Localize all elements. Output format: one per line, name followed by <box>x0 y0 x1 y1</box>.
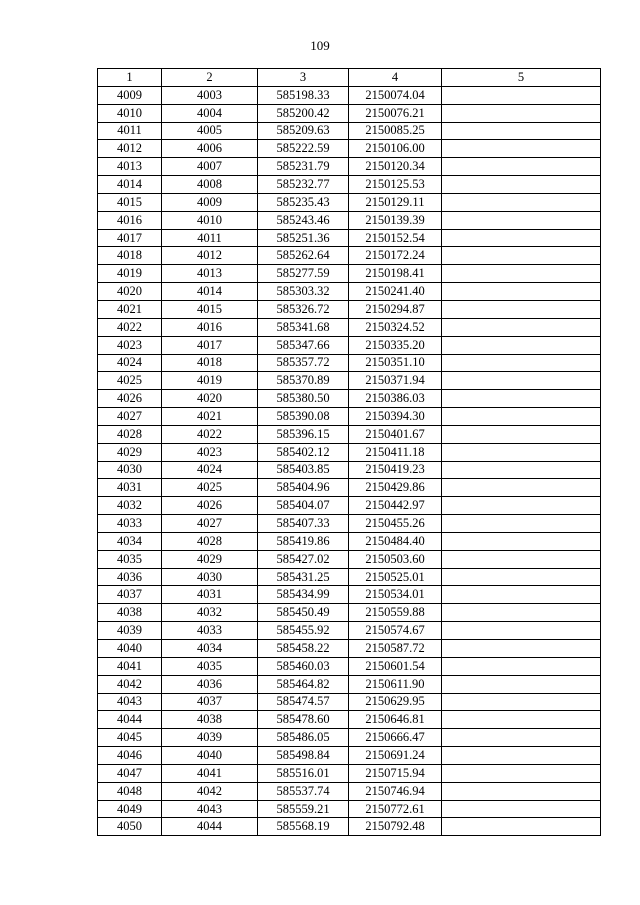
table-cell-col-4: 2150666.47 <box>349 729 442 747</box>
table-cell-col-5 <box>442 443 601 461</box>
table-cell-col-4: 2150241.40 <box>349 283 442 301</box>
table-cell-col-3: 585568.19 <box>258 818 349 836</box>
table-cell-col-5 <box>442 408 601 426</box>
table-cell-col-5 <box>442 747 601 765</box>
table-row <box>98 122 601 140</box>
table-row <box>98 640 601 658</box>
table-cell-col-4: 2150386.03 <box>349 390 442 408</box>
table-cell-col-3: 585232.77 <box>258 176 349 194</box>
table-cell-col-5 <box>442 675 601 693</box>
table-cell-col-3: 585198.33 <box>258 86 349 104</box>
table-cell-col-4: 2150419.23 <box>349 461 442 479</box>
table-cell-col-5 <box>442 122 601 140</box>
table-cell-col-1: 4011 <box>98 122 162 140</box>
table-cell-col-5 <box>442 568 601 586</box>
table-cell-col-1: 4017 <box>98 229 162 247</box>
table-cell-col-2: 4030 <box>162 568 258 586</box>
table-row <box>98 782 601 800</box>
table-row <box>98 622 601 640</box>
table-cell-col-4: 2150351.10 <box>349 354 442 372</box>
table-row <box>98 497 601 515</box>
table-cell-col-1: 4015 <box>98 193 162 211</box>
table-cell-col-2: 4042 <box>162 782 258 800</box>
table-cell-col-3: 585427.02 <box>258 550 349 568</box>
table-cell-col-3: 585486.05 <box>258 729 349 747</box>
table-row <box>98 140 601 158</box>
table-cell-col-3: 585458.22 <box>258 640 349 658</box>
table-cell-col-5 <box>442 479 601 497</box>
table-cell-col-2: 4011 <box>162 229 258 247</box>
table-cell-col-1: 4009 <box>98 86 162 104</box>
table-cell-col-1: 4043 <box>98 693 162 711</box>
table-row <box>98 300 601 318</box>
table-cell-col-2: 4009 <box>162 193 258 211</box>
table-cell-col-5 <box>442 86 601 104</box>
table-cell-col-3: 585404.96 <box>258 479 349 497</box>
table-cell-col-3: 585407.33 <box>258 515 349 533</box>
table-cell-col-1: 4026 <box>98 390 162 408</box>
table-cell-col-3: 585222.59 <box>258 140 349 158</box>
table-cell-col-4: 2150525.01 <box>349 568 442 586</box>
table-cell-col-3: 585231.79 <box>258 158 349 176</box>
table-cell-col-3: 585455.92 <box>258 622 349 640</box>
table-cell-col-2: 4017 <box>162 336 258 354</box>
table-cell-col-3: 585478.60 <box>258 711 349 729</box>
table-cell-col-4: 2150691.24 <box>349 747 442 765</box>
table-cell-col-5 <box>442 497 601 515</box>
table-cell-col-5 <box>442 657 601 675</box>
table-cell-col-5 <box>442 604 601 622</box>
table-cell-col-4: 2150442.97 <box>349 497 442 515</box>
table-cell-col-3: 585450.49 <box>258 604 349 622</box>
table-cell-col-4: 2150601.54 <box>349 657 442 675</box>
table-row <box>98 711 601 729</box>
table-cell-col-4: 2150611.90 <box>349 675 442 693</box>
table-cell-col-4: 2150411.18 <box>349 443 442 461</box>
table-row <box>98 390 601 408</box>
table-cell-col-3: 585262.64 <box>258 247 349 265</box>
table-cell-col-2: 4027 <box>162 515 258 533</box>
table-row <box>98 229 601 247</box>
table-cell-col-1: 4036 <box>98 568 162 586</box>
table-cell-col-2: 4034 <box>162 640 258 658</box>
table-cell-col-1: 4046 <box>98 747 162 765</box>
table-cell-col-2: 4038 <box>162 711 258 729</box>
table-cell-col-4: 2150534.01 <box>349 586 442 604</box>
table-cell-col-3: 585460.03 <box>258 657 349 675</box>
table-cell-col-1: 4021 <box>98 300 162 318</box>
table-cell-col-3: 585380.50 <box>258 390 349 408</box>
table-row <box>98 425 601 443</box>
table-cell-col-2: 4023 <box>162 443 258 461</box>
table-cell-col-2: 4020 <box>162 390 258 408</box>
table-cell-col-2: 4037 <box>162 693 258 711</box>
table-row <box>98 176 601 194</box>
table-row <box>98 461 601 479</box>
table-cell-col-4: 2150792.48 <box>349 818 442 836</box>
header-row <box>98 69 601 87</box>
table-cell-col-5 <box>442 354 601 372</box>
table-cell-col-1: 4040 <box>98 640 162 658</box>
table-cell-col-5 <box>442 532 601 550</box>
table-cell-col-3: 585277.59 <box>258 265 349 283</box>
table-cell-col-2: 4022 <box>162 425 258 443</box>
table-cell-col-4: 2150574.67 <box>349 622 442 640</box>
table-cell-col-1: 4030 <box>98 461 162 479</box>
table-cell-col-2: 4043 <box>162 800 258 818</box>
table-cell-col-2: 4013 <box>162 265 258 283</box>
table-cell-col-4: 2150198.41 <box>349 265 442 283</box>
table-cell-col-1: 4032 <box>98 497 162 515</box>
table-cell-col-5 <box>442 693 601 711</box>
table-cell-col-1: 4023 <box>98 336 162 354</box>
table-row <box>98 550 601 568</box>
table-cell-col-5 <box>442 104 601 122</box>
table-body <box>98 86 601 835</box>
table-cell-col-3: 585419.86 <box>258 532 349 550</box>
table-cell-col-4: 2150646.81 <box>349 711 442 729</box>
table-cell-col-2: 4029 <box>162 550 258 568</box>
table-cell-col-4: 2150394.30 <box>349 408 442 426</box>
table-row <box>98 532 601 550</box>
table-cell-col-3: 585404.07 <box>258 497 349 515</box>
table-cell-col-3: 585209.63 <box>258 122 349 140</box>
table-cell-col-3: 585537.74 <box>258 782 349 800</box>
table-row <box>98 675 601 693</box>
table-cell-col-3: 585243.46 <box>258 211 349 229</box>
table-cell-col-5 <box>442 461 601 479</box>
table-cell-col-5 <box>442 390 601 408</box>
coordinates-table <box>97 68 601 836</box>
table-row <box>98 408 601 426</box>
table-cell-col-5 <box>442 193 601 211</box>
table-cell-col-1: 4014 <box>98 176 162 194</box>
table-cell-col-5 <box>442 140 601 158</box>
table-row <box>98 693 601 711</box>
table-cell-col-1: 4041 <box>98 657 162 675</box>
table-cell-col-4: 2150085.25 <box>349 122 442 140</box>
table-cell-col-4: 2150120.34 <box>349 158 442 176</box>
table-cell-col-2: 4044 <box>162 818 258 836</box>
table-row <box>98 265 601 283</box>
table-row <box>98 604 601 622</box>
table-cell-col-1: 4018 <box>98 247 162 265</box>
table-cell-col-3: 585370.89 <box>258 372 349 390</box>
table-cell-col-5 <box>442 265 601 283</box>
table-row <box>98 211 601 229</box>
table-row <box>98 747 601 765</box>
table-cell-col-1: 4028 <box>98 425 162 443</box>
table-cell-col-3: 585390.08 <box>258 408 349 426</box>
column-header-2: 2 <box>162 69 258 87</box>
table-row <box>98 318 601 336</box>
table-cell-col-5 <box>442 247 601 265</box>
table-cell-col-4: 2150129.11 <box>349 193 442 211</box>
table-cell-col-4: 2150125.53 <box>349 176 442 194</box>
table-cell-col-1: 4048 <box>98 782 162 800</box>
table-cell-col-5 <box>442 515 601 533</box>
table-cell-col-1: 4049 <box>98 800 162 818</box>
table-cell-col-3: 585498.84 <box>258 747 349 765</box>
table-cell-col-2: 4019 <box>162 372 258 390</box>
table-cell-col-3: 585326.72 <box>258 300 349 318</box>
table-cell-col-3: 585347.66 <box>258 336 349 354</box>
table-cell-col-3: 585251.36 <box>258 229 349 247</box>
table-row <box>98 568 601 586</box>
table-cell-col-5 <box>442 711 601 729</box>
table-cell-col-3: 585559.21 <box>258 800 349 818</box>
table-cell-col-1: 4045 <box>98 729 162 747</box>
table-cell-col-4: 2150172.24 <box>349 247 442 265</box>
table-cell-col-3: 585516.01 <box>258 764 349 782</box>
table-cell-col-5 <box>442 229 601 247</box>
column-header-5: 5 <box>442 69 601 87</box>
table-row <box>98 158 601 176</box>
table-cell-col-2: 4036 <box>162 675 258 693</box>
table-cell-col-2: 4024 <box>162 461 258 479</box>
column-header-3: 3 <box>258 69 349 87</box>
table-cell-col-2: 4032 <box>162 604 258 622</box>
table-cell-col-4: 2150429.86 <box>349 479 442 497</box>
table-cell-col-5 <box>442 425 601 443</box>
table-cell-col-5 <box>442 764 601 782</box>
table-header <box>98 69 601 87</box>
table-cell-col-1: 4039 <box>98 622 162 640</box>
table-cell-col-4: 2150106.00 <box>349 140 442 158</box>
table-cell-col-4: 2150335.20 <box>349 336 442 354</box>
table-cell-col-1: 4031 <box>98 479 162 497</box>
table-cell-col-2: 4018 <box>162 354 258 372</box>
table-cell-col-2: 4028 <box>162 532 258 550</box>
table-cell-col-4: 2150455.26 <box>349 515 442 533</box>
table-row <box>98 283 601 301</box>
table-cell-col-1: 4012 <box>98 140 162 158</box>
table-cell-col-3: 585200.42 <box>258 104 349 122</box>
table-row <box>98 800 601 818</box>
table-row <box>98 247 601 265</box>
table-cell-col-1: 4013 <box>98 158 162 176</box>
table-row <box>98 354 601 372</box>
table-cell-col-2: 4015 <box>162 300 258 318</box>
table-cell-col-2: 4041 <box>162 764 258 782</box>
table-cell-col-3: 585235.43 <box>258 193 349 211</box>
table-row <box>98 336 601 354</box>
table-row <box>98 372 601 390</box>
table-cell-col-4: 2150401.67 <box>349 425 442 443</box>
table-cell-col-3: 585396.15 <box>258 425 349 443</box>
table-cell-col-2: 4035 <box>162 657 258 675</box>
table-row <box>98 764 601 782</box>
table-cell-col-3: 585434.99 <box>258 586 349 604</box>
table-cell-col-2: 4010 <box>162 211 258 229</box>
table-cell-col-3: 585357.72 <box>258 354 349 372</box>
column-header-4: 4 <box>349 69 442 87</box>
table-cell-col-1: 4042 <box>98 675 162 693</box>
table-cell-col-1: 4050 <box>98 818 162 836</box>
table-cell-col-5 <box>442 586 601 604</box>
table-cell-col-1: 4024 <box>98 354 162 372</box>
table-cell-col-3: 585341.68 <box>258 318 349 336</box>
table-cell-col-2: 4003 <box>162 86 258 104</box>
table-cell-col-5 <box>442 550 601 568</box>
table-cell-col-2: 4012 <box>162 247 258 265</box>
table-cell-col-4: 2150139.39 <box>349 211 442 229</box>
table-row <box>98 86 601 104</box>
table-row <box>98 515 601 533</box>
table-cell-col-3: 585403.85 <box>258 461 349 479</box>
table-cell-col-2: 4004 <box>162 104 258 122</box>
table-cell-col-5 <box>442 176 601 194</box>
table-cell-col-2: 4033 <box>162 622 258 640</box>
table-cell-col-3: 585402.12 <box>258 443 349 461</box>
table-cell-col-1: 4019 <box>98 265 162 283</box>
table-cell-col-4: 2150324.52 <box>349 318 442 336</box>
table-cell-col-5 <box>442 729 601 747</box>
table-cell-col-5 <box>442 800 601 818</box>
table-cell-col-2: 4005 <box>162 122 258 140</box>
table-cell-col-4: 2150746.94 <box>349 782 442 800</box>
table-cell-col-5 <box>442 622 601 640</box>
table-row <box>98 193 601 211</box>
column-header-1: 1 <box>98 69 162 87</box>
table-cell-col-1: 4037 <box>98 586 162 604</box>
table-cell-col-2: 4008 <box>162 176 258 194</box>
table-cell-col-4: 2150152.54 <box>349 229 442 247</box>
table-cell-col-3: 585431.25 <box>258 568 349 586</box>
table-row <box>98 443 601 461</box>
table-cell-col-4: 2150371.94 <box>349 372 442 390</box>
table-cell-col-2: 4014 <box>162 283 258 301</box>
table-cell-col-3: 585303.32 <box>258 283 349 301</box>
table-cell-col-4: 2150772.61 <box>349 800 442 818</box>
table-cell-col-3: 585464.82 <box>258 675 349 693</box>
table-row <box>98 729 601 747</box>
table-cell-col-2: 4025 <box>162 479 258 497</box>
table-cell-col-1: 4022 <box>98 318 162 336</box>
table-cell-col-2: 4006 <box>162 140 258 158</box>
table-cell-col-5 <box>442 336 601 354</box>
table-cell-col-5 <box>442 283 601 301</box>
table-cell-col-4: 2150076.21 <box>349 104 442 122</box>
table-cell-col-2: 4031 <box>162 586 258 604</box>
table-cell-col-1: 4029 <box>98 443 162 461</box>
table-cell-col-5 <box>442 158 601 176</box>
table-cell-col-5 <box>442 640 601 658</box>
table-cell-col-2: 4039 <box>162 729 258 747</box>
table-cell-col-4: 2150629.95 <box>349 693 442 711</box>
table-cell-col-4: 2150715.94 <box>349 764 442 782</box>
table-cell-col-4: 2150074.04 <box>349 86 442 104</box>
table-cell-col-1: 4034 <box>98 532 162 550</box>
table-cell-col-2: 4007 <box>162 158 258 176</box>
table-cell-col-5 <box>442 211 601 229</box>
table-cell-col-4: 2150503.60 <box>349 550 442 568</box>
table-cell-col-5 <box>442 782 601 800</box>
table-cell-col-1: 4033 <box>98 515 162 533</box>
table-cell-col-1: 4010 <box>98 104 162 122</box>
page-number: 109 <box>310 38 330 53</box>
table-cell-col-3: 585474.57 <box>258 693 349 711</box>
table-cell-col-1: 4027 <box>98 408 162 426</box>
table-cell-col-1: 4020 <box>98 283 162 301</box>
table-cell-col-2: 4026 <box>162 497 258 515</box>
table-cell-col-5 <box>442 318 601 336</box>
table-row <box>98 104 601 122</box>
table-cell-col-1: 4025 <box>98 372 162 390</box>
table-cell-col-4: 2150587.72 <box>349 640 442 658</box>
table-cell-col-5 <box>442 818 601 836</box>
table-cell-col-5 <box>442 300 601 318</box>
table-cell-col-1: 4035 <box>98 550 162 568</box>
table-cell-col-4: 2150294.87 <box>349 300 442 318</box>
table-row <box>98 818 601 836</box>
table-cell-col-1: 4047 <box>98 764 162 782</box>
table-cell-col-2: 4040 <box>162 747 258 765</box>
table-cell-col-4: 2150484.40 <box>349 532 442 550</box>
table-cell-col-1: 4016 <box>98 211 162 229</box>
table-row <box>98 657 601 675</box>
table-cell-col-5 <box>442 372 601 390</box>
table-cell-col-1: 4044 <box>98 711 162 729</box>
table-cell-col-1: 4038 <box>98 604 162 622</box>
table-row <box>98 586 601 604</box>
table-cell-col-2: 4016 <box>162 318 258 336</box>
table-cell-col-2: 4021 <box>162 408 258 426</box>
table-row <box>98 479 601 497</box>
table-cell-col-4: 2150559.88 <box>349 604 442 622</box>
